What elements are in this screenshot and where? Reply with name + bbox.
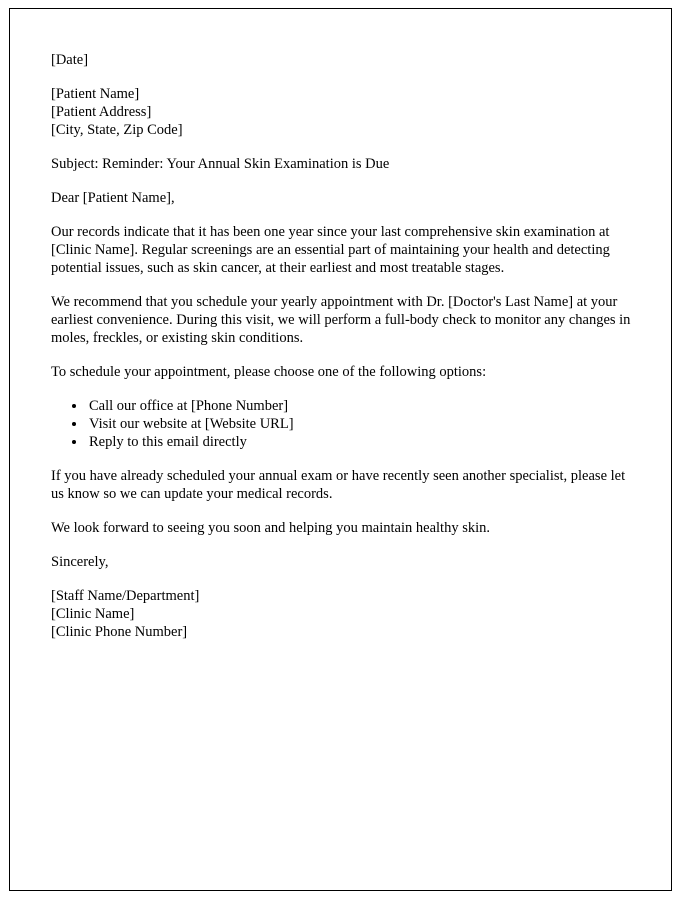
- body-paragraph-5: We look forward to seeing you soon and helping you maintain healthy skin.: [51, 520, 490, 536]
- body-paragraph-3: To schedule your appointment, please choose one of the following options:: [51, 364, 487, 380]
- subject-line: Subject: Reminder: Your Annual Skin Examination is Due: [51, 156, 390, 172]
- salutation-line: Dear [Patient Name],: [51, 190, 175, 206]
- signature-staff-name: [Staff Name/Department]: [51, 588, 200, 604]
- option-item-call: • Call our office at [Phone Number]: [87, 397, 637, 415]
- letter-page: [9, 8, 672, 891]
- signature-block: [51, 587, 637, 641]
- signature-clinic-phone: [Clinic Phone Number]: [51, 624, 188, 640]
- body-paragraph-2: We recommend that you schedule your yearly appointment with Dr. [Doctor's Last Name] at your earliest convenience. During this visit, we will perform a full-body check to monitor any changes in moles, freckles, or existing skin conditions.: [51, 294, 631, 346]
- body-paragraph-1: Our records indicate that it has been one year since your last comprehensive skin examination at [Clinic Name]. Regular screenings are an essential part of maintaining your health and detecting potential issues, such as skin cancer, at their earliest and most treatable stages.: [51, 224, 610, 276]
- option-item-reply: • Reply to this email directly: [87, 433, 637, 451]
- body-paragraph-4: If you have already scheduled your annual exam or have recently seen another specialist, please let us know so we can update your medical records.: [51, 468, 626, 502]
- signature-clinic-name: [Clinic Name]: [51, 606, 135, 622]
- closing-line: Sincerely,: [51, 554, 109, 570]
- options-list: [51, 397, 637, 451]
- date-line: [Date]: [51, 52, 89, 68]
- recipient-city-state-zip: [City, State, Zip Code]: [51, 122, 183, 138]
- option-item-website: • Visit our website at [Website URL]: [87, 415, 637, 433]
- recipient-block: [51, 85, 637, 139]
- recipient-name: [Patient Name]: [51, 86, 140, 102]
- recipient-address: [Patient Address]: [51, 104, 152, 120]
